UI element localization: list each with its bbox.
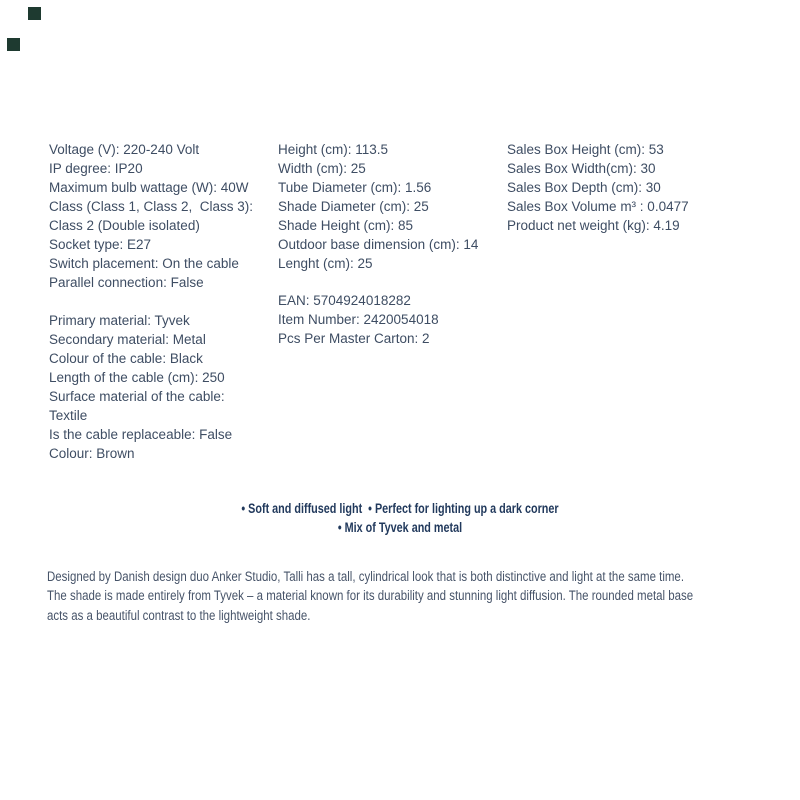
spec-line-box-volume: Sales Box Volume m³ : 0.0477 (507, 199, 689, 214)
description-line-2: The shade is made entirely from Tyvek – a material known for its durability and stunning light diffusion. The rounded metal base (47, 588, 694, 604)
spec-line-lenght: Lenght (cm): 25 (278, 256, 373, 271)
spec-line-cable-length: Length of the cable (cm): 250 (49, 370, 225, 385)
spec-line-cable-replaceable: Is the cable replaceable: False (49, 427, 233, 442)
spec-line-secondary-material: Secondary material: Metal (49, 332, 206, 347)
spec-column-sales-box (507, 140, 689, 235)
spec-column-electrical (49, 140, 253, 463)
spec-line-shade-diameter: Shade Diameter (cm): 25 (278, 199, 429, 214)
spec-block-sales-box (507, 140, 689, 235)
feature-bullet-line-1: • Soft and diffused light • Perfect for lighting up a dark corner (241, 501, 559, 516)
spec-line-width: Width (cm): 25 (278, 161, 366, 176)
spec-line-item-number: Item Number: 2420054018 (278, 312, 439, 327)
spec-column-dimensions (278, 140, 478, 348)
spec-line-tube-diameter: Tube Diameter (cm): 1.56 (278, 180, 432, 195)
feature-bullets (80, 499, 720, 538)
spec-line-voltage: Voltage (V): 220-240 Volt (49, 142, 200, 157)
spec-line-class-value: Class 2 (Double isolated) (49, 218, 200, 233)
spec-line-shade-height: Shade Height (cm): 85 (278, 218, 414, 233)
spec-block-electrical (49, 140, 253, 292)
spec-line-net-weight: Product net weight (kg): 4.19 (507, 218, 680, 233)
spec-line-ean: EAN: 5704924018282 (278, 293, 411, 308)
spec-line-class: Class (Class 1, Class 2, Class 3): (49, 199, 254, 214)
spec-block-identifiers (278, 291, 478, 348)
logo-square-top-icon (28, 7, 41, 20)
spec-line-switch-placement: Switch placement: On the cable (49, 256, 239, 271)
spec-line-box-depth: Sales Box Depth (cm): 30 (507, 180, 661, 195)
spec-line-cable-colour: Colour of the cable: Black (49, 351, 203, 366)
spec-block-materials (49, 311, 253, 463)
feature-bullet-line-2: • Mix of Tyvek and metal (337, 520, 463, 536)
spec-line-cable-surface: Surface material of the cable: (49, 389, 225, 404)
spec-line-cable-surface-value: Textile (49, 408, 88, 423)
spec-line-colour: Colour: Brown (49, 446, 135, 461)
spec-line-height: Height (cm): 113.5 (278, 142, 389, 157)
spec-line-ip-degree: IP degree: IP20 (49, 161, 143, 176)
description-line-3: acts as a beautiful contrast to the lightweight shade. (47, 607, 311, 623)
description-line-1: Designed by Danish design duo Anker Studio, Talli has a tall, cylindrical look that is both distinctive and light at the same time. (47, 569, 685, 584)
product-description (47, 567, 693, 625)
spec-line-socket-type: Socket type: E27 (49, 237, 152, 252)
logo-square-bottom-icon (7, 38, 20, 51)
spec-block-dimensions (278, 140, 478, 273)
spec-line-parallel-connection: Parallel connection: False (49, 275, 204, 290)
spec-line-outdoor-base: Outdoor base dimension (cm): 14 (278, 237, 479, 252)
spec-line-max-wattage: Maximum bulb wattage (W): 40W (49, 180, 249, 195)
spec-line-box-width: Sales Box Width(cm): 30 (507, 161, 656, 176)
spec-line-pcs-per-carton: Pcs Per Master Carton: 2 (278, 331, 430, 346)
spec-line-primary-material: Primary material: Tyvek (49, 313, 190, 328)
spec-line-box-height: Sales Box Height (cm): 53 (507, 142, 664, 157)
